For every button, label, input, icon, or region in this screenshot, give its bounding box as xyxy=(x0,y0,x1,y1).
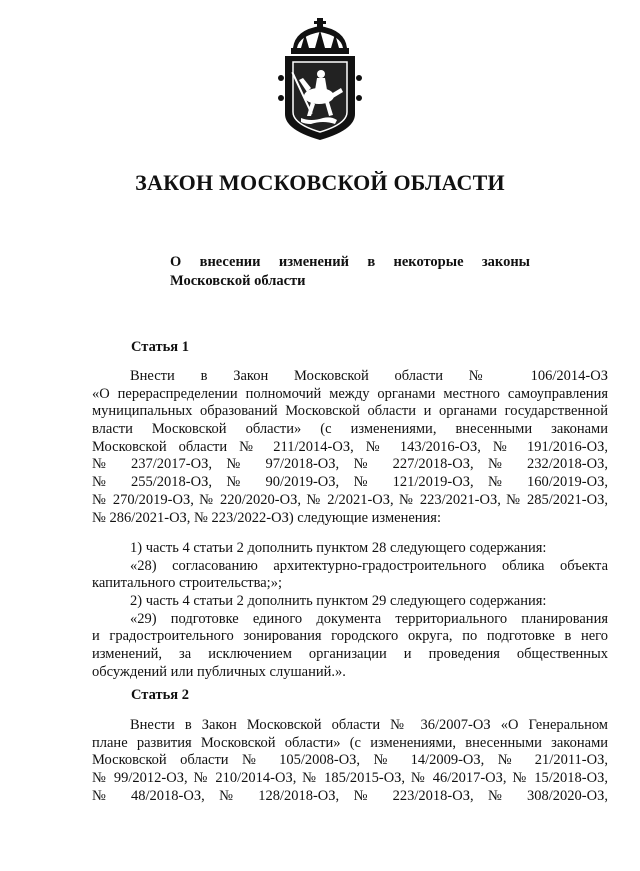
text-line: № 48/2018-ОЗ, № 128/2018-ОЗ, № 223/2018-ОЗ, № 308/2020-ОЗ, xyxy=(92,787,608,804)
article-1-items xyxy=(92,540,608,682)
text-line: «О перераспределении полномочий между органами местного самоуправления xyxy=(92,385,608,402)
text-line: Внести в Закон Московской области № 36/2007-ОЗ «О Генеральном xyxy=(130,717,608,733)
article-2-heading: Статья 2 xyxy=(131,687,189,703)
text-line: плане развития Московской области» (с изменениями, внесенными законами xyxy=(92,734,608,751)
text-line: муниципальных образований Московской области и органами государственной xyxy=(92,403,608,420)
text-line: «29) подготовке единого документа территориального планирования xyxy=(130,610,608,627)
text-line: Московской области № 105/2008-ОЗ, № 14/2009-ОЗ, № 21/2011-ОЗ, xyxy=(92,752,608,769)
article-2-body xyxy=(92,717,608,805)
text-line: Внести в Закон Московской области № 106/2014-ОЗ xyxy=(130,368,608,384)
subtitle-line: О внесении изменений в некоторые законы xyxy=(170,254,530,270)
text-line: № 255/2018-ОЗ, № 90/2019-ОЗ, № 121/2019-ОЗ, № 160/2019-ОЗ, xyxy=(92,474,608,491)
document-title: ЗАКОН МОСКОВСКОЙ ОБЛАСТИ xyxy=(135,170,505,195)
coat-of-arms-icon xyxy=(271,18,369,142)
text-line: 2) часть 4 статьи 2 дополнить пунктом 29 следующего содержания: xyxy=(130,593,547,610)
text-line: и градостроительного зонирования городского округа, по подготовке в него xyxy=(92,628,608,645)
document-subtitle xyxy=(170,253,530,291)
article-1-intro xyxy=(92,368,608,527)
text-line: обсуждений или публичных слушаний.». xyxy=(92,663,346,680)
text-line: Московской области № 211/2014-ОЗ, № 143/2016-ОЗ, № 191/2016-ОЗ, xyxy=(92,438,608,455)
subtitle-line: Московской области xyxy=(170,273,306,289)
text-line: № 99/2012-ОЗ, № 210/2014-ОЗ, № 185/2015-ОЗ, № 46/2017-ОЗ, № 15/2018-ОЗ, xyxy=(92,770,608,787)
text-line: капитального строительства;»; xyxy=(92,575,282,592)
text-line: власти Московской области» (с изменениями, внесенными законами xyxy=(92,421,608,438)
text-line: «28) согласованию архитектурно-градостроительного облика объекта xyxy=(130,557,608,574)
text-line: изменений, за исключением организации и проведения общественных xyxy=(92,646,608,663)
text-line: № 237/2017-ОЗ, № 97/2018-ОЗ, № 227/2018-ОЗ, № 232/2018-ОЗ, xyxy=(92,456,608,473)
text-line: № 270/2019-ОЗ, № 220/2020-ОЗ, № 2/2021-ОЗ, № 223/2021-ОЗ, № 285/2021-ОЗ, xyxy=(92,491,608,508)
text-line: 1) часть 4 статьи 2 дополнить пунктом 28 следующего содержания: xyxy=(130,540,547,556)
article-1-heading: Статья 1 xyxy=(131,339,189,355)
text-line: № 286/2021-ОЗ, № 223/2022-ОЗ) следующие изменения: xyxy=(92,509,441,526)
